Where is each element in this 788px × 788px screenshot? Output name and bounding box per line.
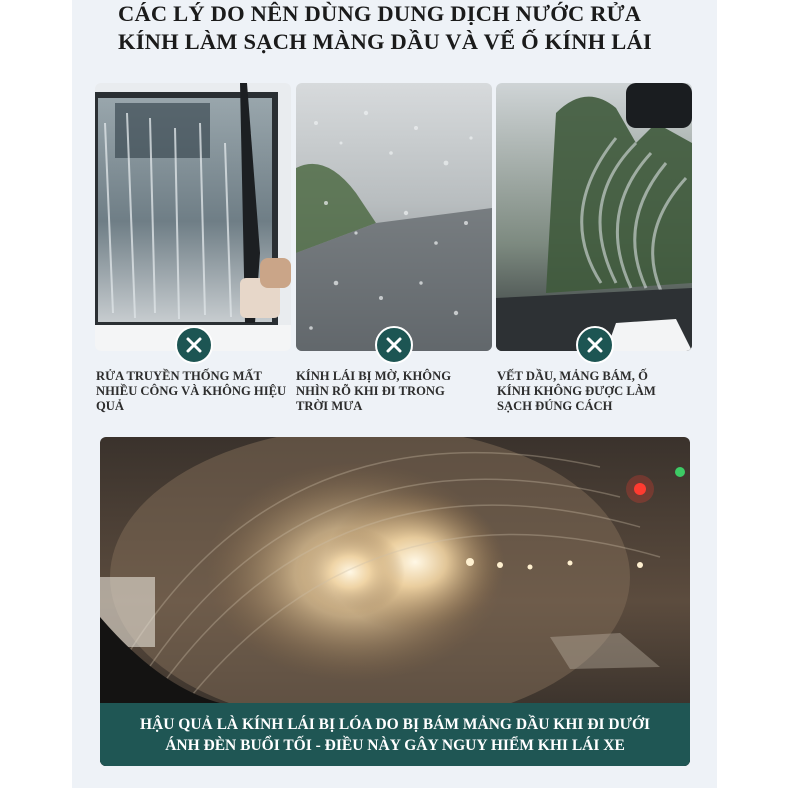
problem-1-close-badge xyxy=(175,326,213,364)
photo-oily-windshield xyxy=(496,83,692,351)
headline-line-2: KÍNH LÀM SẠCH MÀNG DẦU VÀ VẾ Ố KÍNH LÁI xyxy=(118,29,652,54)
problem-2-close-badge xyxy=(375,326,413,364)
page-headline xyxy=(118,2,678,55)
close-icon xyxy=(185,336,203,354)
close-icon xyxy=(385,336,403,354)
problem-3-close-badge xyxy=(576,326,614,364)
headline-line-1: CÁC LÝ DO NÊN DÙNG DUNG DỊCH NƯỚC RỬA xyxy=(118,1,642,25)
consequence-line-1: HẬU QUẢ LÀ KÍNH LÁI BỊ LÓA DO BỊ BÁM MẢNG DẦU KHI ĐI DƯỚI xyxy=(139,715,651,733)
consequence-line-2: ÁNH ĐÈN BUỔI TỐI - ĐIỀU NÀY GÂY NGUY HIỂM KHI LÁI XE xyxy=(165,736,625,754)
photo-traditional-washing xyxy=(95,83,291,351)
problem-3-caption: VẾT DẦU, MẢNG BÁM, Ố KÍNH KHÔNG ĐƯỢC LÀM SẠCH ĐÚNG CÁCH xyxy=(497,369,656,413)
photo-rainy-windshield xyxy=(296,83,492,351)
problem-1-caption: RỬA TRUYỀN THỐNG MẤT NHIỀU CÔNG VÀ KHÔNG HIỆU QUẢ xyxy=(96,369,287,413)
consequence-banner xyxy=(100,703,690,766)
close-icon xyxy=(586,336,604,354)
problem-2-caption: KÍNH LÁI BỊ MỜ, KHÔNG NHÌN RÕ KHI ĐI TRONG TRỜI MƯA xyxy=(296,369,451,413)
